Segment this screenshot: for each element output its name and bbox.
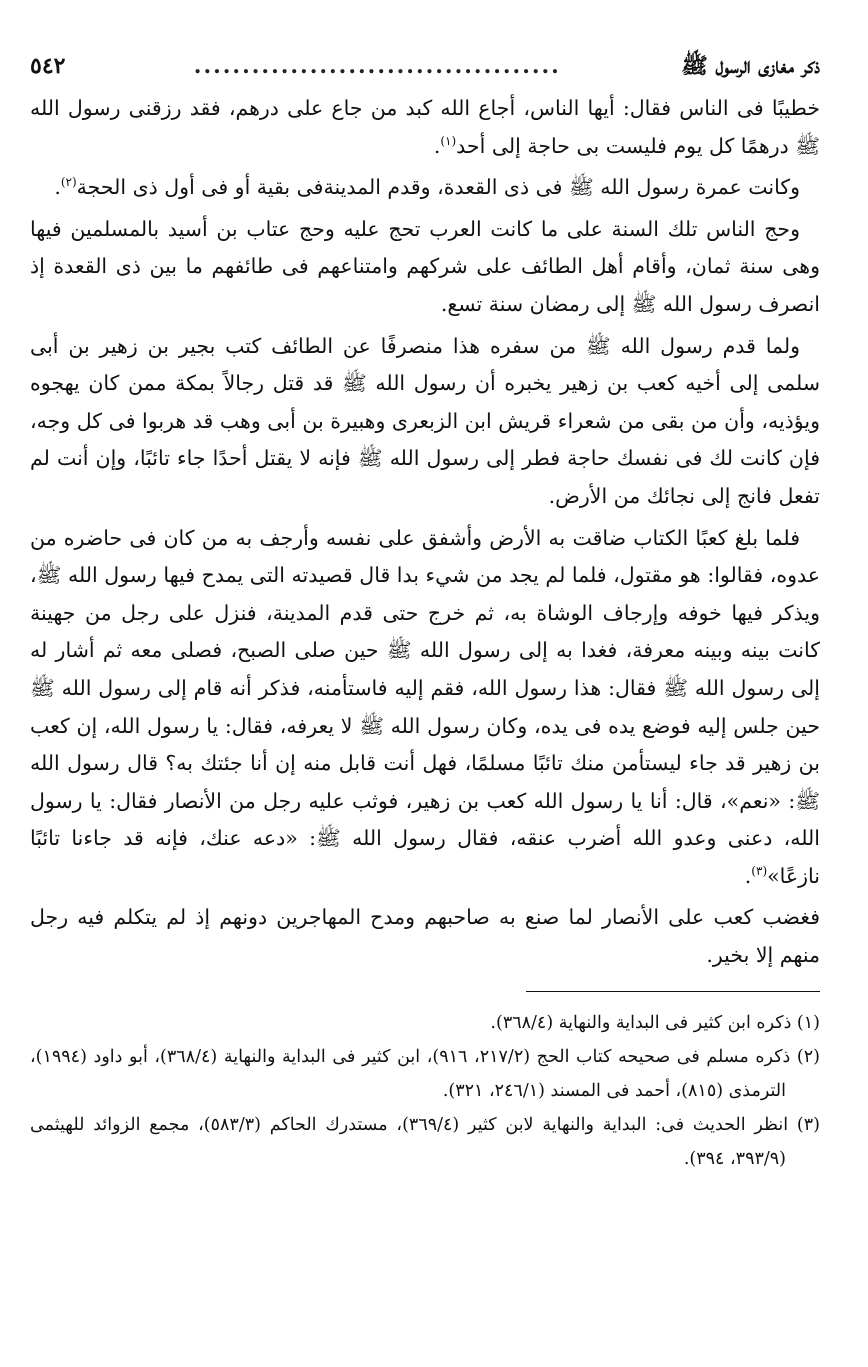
paragraph-3 [30,211,820,324]
paragraph-text: ولما قدم رسول الله ﷺ من سفره هذا منصرفًا عن الطائف كتب بجير بن زهير بن أبى سلمى إلى أخيه كعب بن زهير يخبره أن رسول الله ﷺ قد قتل رجالاً بمكة ممن كان يهجوه ويؤذيه، وأن من بقى من شعراء قريش ابن الزبعرى وهبيرة بن أبى وهب قد هربوا فى كل وجه، فإن كانت لك فى نفسك حاجة فطر إلى رسول الله ﷺ فإنه لا يقتل أحدًا جاء تائبًا، وإن أنت لم تفعل فانج إلى نجائك من الأرض. [30,333,820,508]
footnote-ref: (٢) [60,175,77,190]
paragraph-text: فغضب كعب على الأنصار لما صنع به صاحبهم ومدح المهاجرين دونهم إذ لم يتكلم فيه رجل منهم إلا بخير. [30,905,820,968]
paragraph-tail: . [54,175,61,200]
paragraph-6 [30,899,820,974]
paragraph-text: خطيبًا فى الناس فقال: أيها الناس، أجاع الله كبد من جاع على درهم، فقد رزقنى رسول الله ﷺ درهمًا كل يوم فليست بى حاجة إلى أحد [30,96,820,158]
paragraph-4 [30,328,820,516]
footnote-3: (٣) انظر الحديث فى: البداية والنهاية لابن كثير (٣٦٩/٤)، مستدرك الحاكم (٥٨٣/٣)، مجمع الزوائد للهيثمى (٣٩٣/٩، ٣٩٤). [30,1114,820,1169]
paragraph-2 [30,169,820,207]
header-dot-leader: ...................................... [193,53,561,79]
paragraph-text: فلما بلغ كعبًا الكتاب ضاقت به الأرض وأشفق على نفسه وأرجف به من كان فى حاضره من عدوه، فقالوا: هو مقتول، فلما لم يجد من شيء بدا قال قصيدته التى يمدح فيها رسول الله ﷺ، ويذكر فيها خوفه وإرجاف الوشاة به، ثم خرج حتى قدم المدينة، فنزل على رجل من جهينة كانت بينه وبينه معرفة، فغدا به إلى رسول الله ﷺ حين صلى الصبح، فصلى معه ثم أشار له إلى رسول الله ﷺ فقال: هذا رسول الله، فقم إليه فاستأمنه، فذكر أنه قام إلى رسول الله ﷺ حين جلس إليه فوضع يده فى يده، وكان رسول الله ﷺ لا يعرفه، فقال: يا رسول الله، إن كعب بن زهير قد جاء ليستأمن منك تائبًا مسلمًا، فهل أنت قابل منه إن أنا جئتك به؟ قال رسول الله ﷺ: «نعم»، قال: أنا يا رسول الله كعب بن زهير، فوثب عليه رجل من الأنصار فقال: يا رسول الله، دعنى وعدو الله أضرب عنقه، فقال رسول الله ﷺ: «دعه عنك، فإنه قد جاءنا تائبًا نازعًا» [30,525,820,888]
paragraph-5 [30,520,820,896]
page-number: ٥٤٢ [30,53,66,79]
page-header [30,46,820,86]
paragraph-text: وحج الناس تلك السنة على ما كانت العرب تحج عليه وحج عتاب بن أسيد بالمسلمين فيها وهى سنة ثمان، وأقام أهل الطائف على شركهم وامتناعهم فى طائفهم ما بين ذى القعدة إذ انصرف رسول الله ﷺ إلى رمضان سنة تسع. [30,216,820,316]
footnote-ref: (١) [440,133,457,148]
book-page [30,46,820,1176]
footnote-2: (٢) ذكره مسلم فى صحيحه كتاب الحج (٢١٧/٢، ٩١٦)، ابن كثير فى البداية والنهاية (٣٦٨/٤)، أبو داود (١٩٩٤)، الترمذى (٨١٥)، أحمد فى المسند (٢٤٦/١، ٣٢١). [30,1046,820,1101]
footnote-ref: (٣) [751,864,768,879]
running-title: ذكر مغازى الرسول ﷺ [681,53,820,79]
footnote-divider [526,991,820,992]
main-text [30,90,820,975]
paragraph-tail: . [744,863,752,888]
paragraph-1 [30,90,820,165]
footnote-1: (١) ذكره ابن كثير فى البداية والنهاية (٣٦٨/٤). [490,1012,820,1033]
paragraph-text: وكانت عمرة رسول الله ﷺ فى ذى القعدة، وقدم المدينةفى بقية أو فى أول ذى الحجة [76,175,800,200]
paragraph-tail: . [433,133,441,158]
footnotes [30,1006,820,1176]
